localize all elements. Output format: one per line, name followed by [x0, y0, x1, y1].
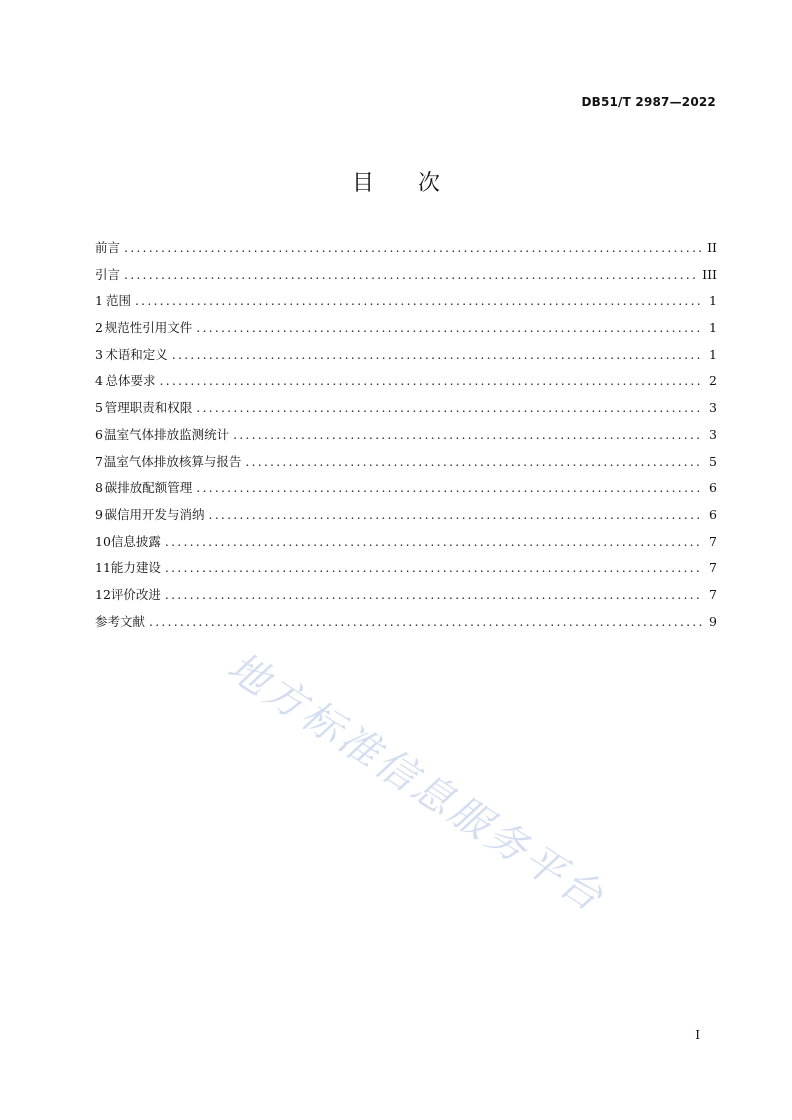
- toc-entry-10[interactable]: [95, 532, 717, 559]
- toc-entry-label: 术语和定义: [105, 346, 168, 362]
- toc-entry-label: 引言: [95, 266, 121, 282]
- page-title: 目次: [351, 171, 484, 196]
- toc-entry-label: 碳信用开发与消纳: [104, 506, 205, 522]
- toc-entry-5[interactable]: [95, 398, 717, 425]
- toc-entry-label: 评价改进: [110, 586, 161, 602]
- toc-entry-label: 碳排放配额管理: [104, 480, 193, 496]
- toc-entry-number: 12: [95, 586, 111, 602]
- toc-entry-page: 7: [709, 533, 717, 549]
- toc-entry-label: 信息披露: [110, 533, 161, 549]
- toc-entry-label: 管理职责和权限: [104, 400, 193, 416]
- toc-leader-dots: [165, 585, 703, 605]
- toc-entry-label: 能力建设: [110, 560, 161, 576]
- toc-entry-11[interactable]: [95, 558, 717, 585]
- toc-entry-page: 9: [709, 613, 717, 629]
- toc-leader-dots: [124, 265, 698, 285]
- toc-entry-label: 范围: [105, 293, 131, 309]
- toc-entry-introduction[interactable]: [95, 265, 717, 292]
- toc-entry-8[interactable]: [95, 478, 717, 505]
- toc-entry-1[interactable]: [95, 291, 717, 318]
- toc-entry-foreword[interactable]: [95, 238, 717, 265]
- toc-entry-page: 6: [709, 480, 717, 496]
- toc-entry-number: 10: [95, 533, 111, 549]
- table-of-contents: [95, 238, 717, 638]
- toc-entry-label: 前言: [95, 240, 121, 255]
- toc-entry-number: 4: [95, 373, 103, 389]
- toc-entry-label: 参考文献: [95, 613, 146, 629]
- toc-leader-dots: [135, 291, 703, 311]
- toc-entry-3[interactable]: [95, 345, 717, 372]
- toc-entry-2[interactable]: [95, 318, 717, 345]
- toc-entry-number: 9: [95, 506, 103, 522]
- toc-entry-page: II: [707, 240, 717, 255]
- toc-entry-number: 6: [95, 426, 103, 442]
- toc-leader-dots: [165, 558, 703, 578]
- toc-entry-page: 7: [709, 560, 717, 576]
- toc-entry-page: 1: [709, 293, 717, 309]
- toc-leader-dots: [172, 345, 703, 365]
- toc-entry-number: 3: [95, 346, 103, 362]
- toc-entry-number: 2: [95, 320, 103, 336]
- standard-number: DB51/T 2987—2022: [581, 95, 716, 109]
- toc-entry-page: 7: [709, 586, 717, 602]
- toc-leader-dots: [209, 505, 703, 525]
- page-number: I: [695, 1028, 700, 1042]
- toc-entry-number: 7: [95, 453, 103, 469]
- toc-entry-label: 温室气体排放监测统计: [104, 426, 230, 442]
- toc-entry-4[interactable]: [95, 371, 717, 398]
- toc-entry-number: 11: [95, 560, 111, 576]
- toc-leader-dots: [196, 398, 703, 418]
- watermark: 地方标准信息服务平台: [219, 643, 614, 923]
- toc-entry-6[interactable]: [95, 425, 717, 452]
- toc-leader-dots: [160, 371, 704, 391]
- toc-leader-dots: [245, 452, 703, 472]
- toc-entry-references[interactable]: [95, 612, 717, 639]
- toc-entry-page: 6: [709, 506, 717, 522]
- toc-leader-dots: [165, 532, 703, 552]
- toc-entry-page: 1: [709, 320, 717, 336]
- toc-entry-number: 1: [95, 293, 103, 309]
- toc-entry-label: 温室气体排放核算与报告: [103, 453, 242, 469]
- toc-entry-page: 3: [709, 426, 717, 442]
- toc-leader-dots: [196, 318, 703, 338]
- toc-leader-dots: [149, 612, 703, 632]
- toc-entry-number: 5: [95, 400, 103, 416]
- toc-entry-label: 规范性引用文件: [104, 320, 193, 336]
- toc-entry-number: 8: [95, 480, 103, 496]
- toc-entry-label: 总体要求: [105, 373, 156, 389]
- toc-entry-page: 2: [709, 373, 717, 389]
- toc-entry-page: III: [702, 266, 717, 282]
- toc-entry-7[interactable]: [95, 452, 717, 479]
- toc-entry-page: 5: [709, 453, 717, 469]
- toc-leader-dots: [233, 425, 703, 445]
- toc-entry-12[interactable]: [95, 585, 717, 612]
- toc-entry-9[interactable]: [95, 505, 717, 532]
- toc-entry-page: 3: [709, 400, 717, 416]
- toc-leader-dots: [124, 238, 703, 258]
- toc-entry-page: 1: [709, 346, 717, 362]
- toc-leader-dots: [196, 478, 703, 498]
